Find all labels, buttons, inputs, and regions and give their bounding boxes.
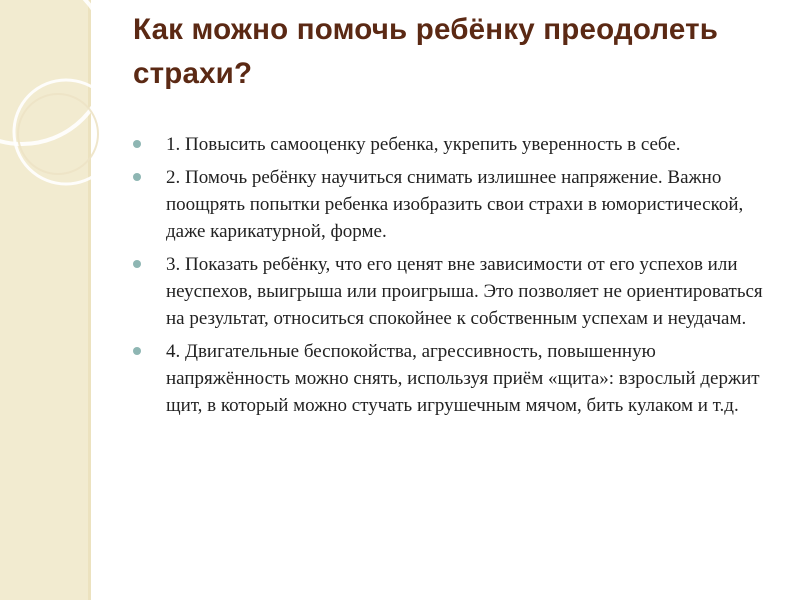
bullet-dot-icon (133, 260, 141, 268)
bullet-dot-icon (133, 140, 141, 148)
bullet-text: 2. Помочь ребёнку научиться снимать излишнее напряжение. Важно поощрять попытки ребенка изобразить свои страхи в юмористической, даже карикатурной, форме. (166, 167, 744, 242)
bullet-item (133, 338, 773, 419)
slide-title: Как можно помочь ребёнку преодолеть страхи? (133, 13, 719, 90)
bullet-item (133, 251, 773, 332)
bullet-item (133, 164, 773, 245)
bullet-item (133, 131, 773, 158)
bullet-list (133, 131, 773, 425)
decorative-left-band (0, 0, 88, 600)
bullet-text: 1. Повысить самооценку ребенка, укрепить уверенность в себе. (166, 134, 681, 155)
decorative-band-edge (88, 0, 91, 600)
bullet-dot-icon (133, 173, 141, 181)
bullet-text: 3. Показать ребёнку, что его ценят вне зависимости от его успехов или неуспехов, выигрыша или проигрыша. Это позволяет не ориентироваться на результат, относиться спокойнее к собственным успехам и неудачам. (166, 254, 763, 329)
bullet-dot-icon (133, 347, 141, 355)
bullet-text: 4. Двигательные беспокойства, агрессивность, повышенную напряжённость можно снять, используя приём «щита»: взрослый держит щит, в который можно стучать игрушечным мячом, бить кулаком и т.д. (166, 341, 760, 416)
